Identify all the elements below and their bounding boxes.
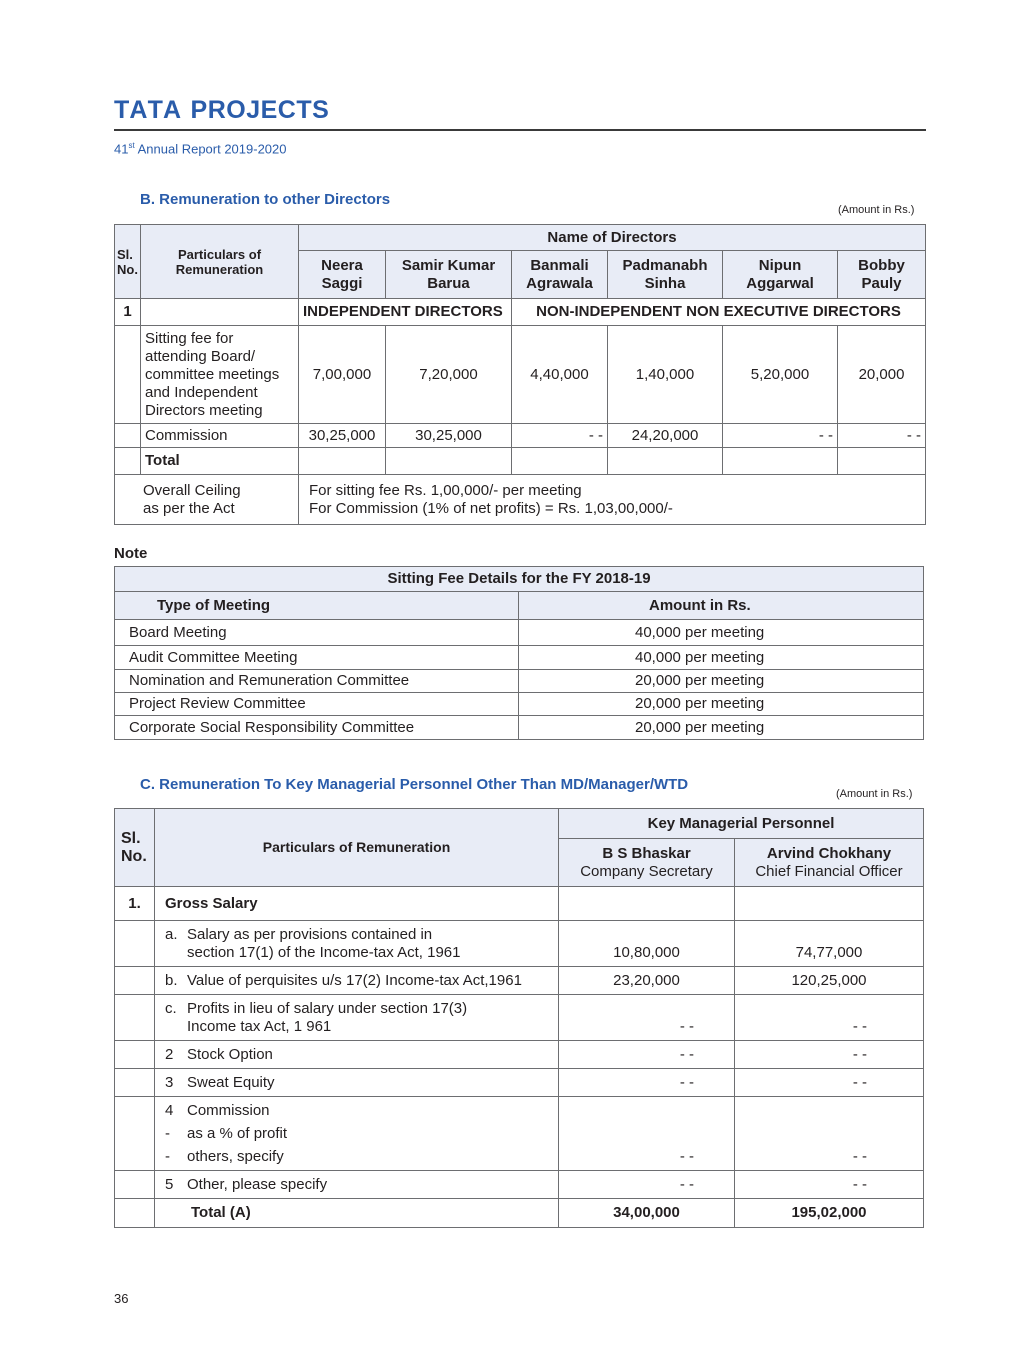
col-sl-header: Sl. No. — [115, 225, 141, 299]
note-label: Note — [114, 545, 148, 562]
meeting-type: Board Meeting — [115, 620, 519, 646]
sitting-fee-table — [114, 566, 924, 740]
sweat-equity-value: - - — [559, 1069, 735, 1097]
section-c-amount-note: (Amount in Rs.) — [836, 788, 913, 800]
commission-value: - - — [723, 424, 838, 448]
row-sl: 1. — [115, 887, 155, 921]
director-header: Samir Kumar Barua — [386, 251, 512, 299]
profits-in-lieu-value: - - — [559, 995, 735, 1041]
name-of-directors-header: Name of Directors — [299, 225, 926, 251]
commission-block-label: 4 Commission - as a % of profit - others, specify — [155, 1097, 559, 1171]
sitting-fee-table-title: Sitting Fee Details for the FY 2018-19 — [115, 567, 924, 592]
sitting-fee-value: 7,00,000 — [299, 326, 386, 424]
section-b-title: B. Remuneration to other Directors — [140, 191, 391, 208]
report-text: Annual Report 2019-2020 — [137, 141, 287, 157]
independent-directors-label: INDEPENDENT DIRECTORS — [299, 299, 512, 326]
commission-label: Commission — [141, 424, 299, 448]
kmp-remuneration-table — [114, 808, 924, 1228]
overall-ceiling-label: Overall Ceiling as per the Act — [115, 475, 299, 525]
profits-in-lieu-label: c. Profits in lieu of salary under section 17(3) Income tax Act, 1 961 — [155, 995, 559, 1041]
salary-17-1-label: a. Salary as per provisions contained in section 17(1) of the Income-tax Act, 1961 — [155, 921, 559, 967]
sitting-fee-value: 4,40,000 — [512, 326, 608, 424]
meeting-type: Corporate Social Responsibility Committee — [115, 716, 519, 740]
director-header: Bobby Pauly — [838, 251, 926, 299]
section-b-amount-note: (Amount in Rs.) — [838, 204, 915, 216]
gross-salary-label: Gross Salary — [155, 887, 559, 921]
meeting-type: Nomination and Remuneration Committee — [115, 670, 519, 693]
profits-in-lieu-value: - - — [735, 995, 924, 1041]
commission-value: 24,20,000 — [608, 424, 723, 448]
overall-ceiling-value: For sitting fee Rs. 1,00,000/- per meeting For Commission (1% of net profits) = Rs. 1,03,00,000/- — [299, 475, 926, 525]
stock-option-value: - - — [559, 1041, 735, 1069]
salary-17-1-value: 10,80,000 — [559, 921, 735, 967]
sitting-fee-label: Sitting fee for attending Board/ committee meetings and Independent Directors meeting — [141, 326, 299, 424]
header-rule — [114, 129, 926, 131]
total-label: Total — [141, 448, 299, 475]
stock-option-value: - - — [735, 1041, 924, 1069]
director-header: Padmanabh Sinha — [608, 251, 723, 299]
report-number: 41 — [114, 141, 129, 157]
salary-17-1-value: 74,77,000 — [735, 921, 924, 967]
meeting-type: Project Review Committee — [115, 693, 519, 716]
report-superscript: st — [128, 141, 135, 150]
sweat-equity-label: 3 Sweat Equity — [155, 1069, 559, 1097]
kmp-header: Key Managerial Personnel — [559, 809, 924, 839]
col-particulars-header: Particulars of Remuneration — [141, 225, 299, 299]
other-value: - - — [735, 1171, 924, 1199]
col-type-header: Type of Meeting — [115, 592, 519, 620]
person-header: B S Bhaskar Company Secretary — [559, 839, 735, 887]
row-sl: 1 — [115, 299, 141, 326]
commission-value: 30,25,000 — [299, 424, 386, 448]
perquisites-label: b. Value of perquisites u/s 17(2) Income-tax Act,1961 — [155, 967, 559, 995]
commission-value: - - — [512, 424, 608, 448]
meeting-amount: 20,000 per meeting — [519, 670, 924, 693]
sitting-fee-value: 7,20,000 — [386, 326, 512, 424]
stock-option-label: 2 Stock Option — [155, 1041, 559, 1069]
sitting-fee-value: 5,20,000 — [723, 326, 838, 424]
director-header: Neera Saggi — [299, 251, 386, 299]
page-number: 36 — [114, 1291, 129, 1306]
sweat-equity-value: - - — [735, 1069, 924, 1097]
sitting-fee-value: 1,40,000 — [608, 326, 723, 424]
section-c-title: C. Remuneration To Key Managerial Personnel Other Than MD/Manager/WTD — [140, 776, 689, 793]
commission-value: 30,25,000 — [386, 424, 512, 448]
brand-logo — [114, 96, 329, 125]
person-header: Arvind Chokhany Chief Financial Officer — [735, 839, 924, 887]
meeting-amount: 40,000 per meeting — [519, 620, 924, 646]
brand-suffix: PROJECTS — [190, 96, 330, 124]
director-header: Nipun Aggarwal — [723, 251, 838, 299]
meeting-amount: 40,000 per meeting — [519, 646, 924, 670]
meeting-amount: 20,000 per meeting — [519, 693, 924, 716]
meeting-amount: 20,000 per meeting — [519, 716, 924, 740]
perquisites-value: 23,20,000 — [559, 967, 735, 995]
total-a-value: 34,00,000 — [559, 1199, 735, 1228]
col-particulars-header: Particulars of Remuneration — [155, 809, 559, 887]
other-label: 5 Other, please specify — [155, 1171, 559, 1199]
commission-value: - - — [838, 424, 926, 448]
meeting-type: Audit Committee Meeting — [115, 646, 519, 670]
col-sl-header: Sl. No. — [115, 809, 155, 887]
sitting-fee-value: 20,000 — [838, 326, 926, 424]
director-header: Banmali Agrawala — [512, 251, 608, 299]
brand-prefix: TATA — [114, 96, 184, 124]
perquisites-value: 120,25,000 — [735, 967, 924, 995]
commission-value: - - — [559, 1097, 735, 1171]
total-a-label: Total (A) — [155, 1199, 559, 1228]
total-a-value: 195,02,000 — [735, 1199, 924, 1228]
commission-value: - - — [735, 1097, 924, 1171]
non-independent-directors-label: NON-INDEPENDENT NON EXECUTIVE DIRECTORS — [512, 299, 926, 326]
col-amount-header: Amount in Rs. — [519, 592, 924, 620]
report-title — [114, 141, 287, 156]
directors-remuneration-table — [114, 224, 926, 525]
other-value: - - — [559, 1171, 735, 1199]
